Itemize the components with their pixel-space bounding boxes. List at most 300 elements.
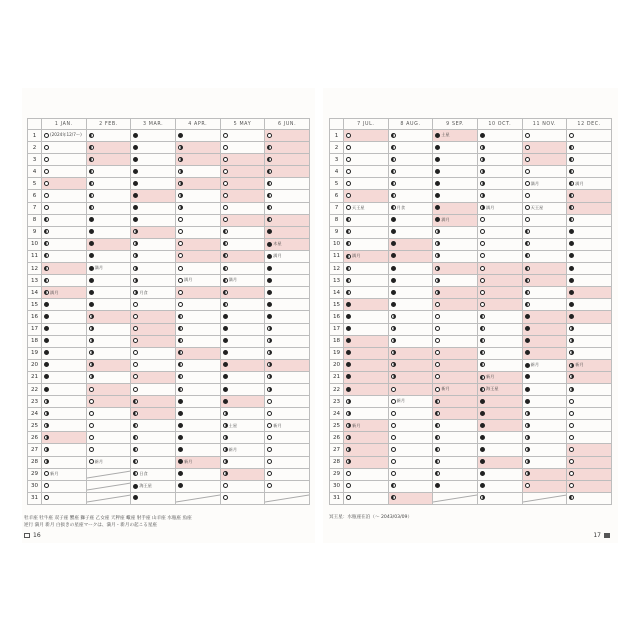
day-cell [388,214,433,226]
moon-phase-icon [89,362,94,367]
moon-phase-icon [525,169,530,174]
day-cell [388,275,433,287]
astro-note: 新月 [94,458,104,464]
month-header: 12 DEC. [567,119,612,130]
day-cell [42,371,87,383]
day-cell [175,142,220,154]
moon-phase-icon [133,193,138,198]
astro-note: 新月 [352,422,361,428]
day-number: 9 [330,226,344,238]
day-cell [131,178,176,190]
day-cell [175,178,220,190]
moon-phase-icon [89,411,94,416]
day-cell [388,432,433,444]
astro-note: 満月 [94,265,104,271]
day-cell [344,250,389,262]
day-cell [175,263,220,275]
day-cell [42,202,87,214]
day-row [330,154,612,166]
moon-phase-icon [267,242,272,247]
month-header: 11 NOV. [522,119,567,130]
day-cell [388,359,433,371]
day-cell [175,226,220,238]
astro-note: (2024年12/7〜) [50,132,82,138]
moon-phase-icon [525,326,530,331]
day-number: 4 [28,166,42,178]
moon-phase-icon [569,495,574,500]
month-header: 6 JUN. [265,119,310,130]
moon-phase-icon [525,302,530,307]
day-cell [344,166,389,178]
moon-phase-icon [44,423,49,428]
day-cell [220,142,265,154]
day-number: 8 [28,214,42,226]
day-cell [265,166,310,178]
day-cell [131,492,176,504]
day-row [28,311,310,323]
day-row [28,468,310,480]
day-row [330,408,612,420]
moon-phase-icon [89,399,94,404]
day-cell [433,359,478,371]
moon-phase-icon [435,181,440,186]
day-cell [344,275,389,287]
day-number: 1 [330,130,344,142]
moon-phase-icon [178,423,183,428]
day-cell [175,492,220,504]
day-row [28,202,310,214]
moon-phase-icon [435,459,440,464]
moon-phase-icon [133,241,138,246]
day-cell [433,238,478,250]
day-row [330,468,612,480]
moon-phase-icon [178,447,183,452]
moon-phase-icon [133,471,138,476]
moon-phase-icon [133,229,138,234]
moon-phase-icon [223,459,228,464]
moon-phase-icon [346,314,351,319]
day-row [28,178,310,190]
moon-phase-icon [435,217,440,222]
moon-phase-icon [178,241,183,246]
day-cell [433,263,478,275]
moon-phase-icon [133,314,138,319]
day-cell [522,408,567,420]
day-cell [522,178,567,190]
day-cell [131,432,176,444]
moon-phase-icon [525,229,530,234]
day-cell [220,166,265,178]
moon-phase-icon [391,181,396,186]
day-cell [567,263,612,275]
day-cell [567,250,612,262]
moon-phase-icon [435,326,440,331]
astro-note: 新月 [575,362,584,368]
day-cell [86,130,131,142]
moon-phase-icon [89,253,94,258]
moon-phase-icon [525,399,530,404]
day-cell [388,468,433,480]
day-cell [220,371,265,383]
moon-phase-icon [391,314,396,319]
day-cell [433,323,478,335]
moon-phase-icon [480,253,485,258]
day-cell [220,275,265,287]
moon-phase-icon [267,133,272,138]
day-cell [42,456,87,468]
day-cell [86,432,131,444]
day-number: 20 [330,359,344,371]
day-row [28,396,310,408]
moon-phase-icon [346,181,351,186]
day-cell [567,444,612,456]
day-cell [522,444,567,456]
moon-phase-icon [480,145,485,150]
day-number: 29 [330,468,344,480]
day-row [330,492,612,504]
day-cell [131,226,176,238]
moon-phase-icon [133,484,138,489]
moon-phase-icon [391,471,396,476]
day-cell [131,142,176,154]
day-cell [265,492,310,504]
moon-phase-icon [133,145,138,150]
day-number: 28 [330,456,344,468]
moon-phase-icon [267,459,272,464]
day-cell [344,287,389,299]
moon-phase-icon [346,302,351,307]
moon-phase-icon [178,157,183,162]
moon-phase-icon [346,278,351,283]
day-number: 14 [28,287,42,299]
moon-phase-icon [391,278,396,283]
moon-phase-icon [89,133,94,138]
day-cell [265,287,310,299]
day-cell [433,226,478,238]
day-cell [220,250,265,262]
day-cell [388,299,433,311]
moon-phase-icon [267,169,272,174]
day-cell [265,226,310,238]
moon-phase-icon [44,181,49,186]
day-cell [433,444,478,456]
moon-phase-icon [89,326,94,331]
moon-phase-icon [44,338,49,343]
moon-phase-icon [435,314,440,319]
moon-phase-icon [391,447,396,452]
moon-phase-icon [480,338,485,343]
moon-phase-icon [346,145,351,150]
day-cell [42,420,87,432]
day-cell [522,226,567,238]
moon-phase-icon [435,205,440,210]
day-cell [344,456,389,468]
astro-note: 海王星 [139,483,152,489]
moon-phase-icon [89,145,94,150]
moon-phase-icon [569,181,574,186]
astro-note: 新月 [50,470,59,476]
day-cell [220,456,265,468]
moon-phase-icon [525,435,530,440]
moon-phase-icon [267,290,272,295]
moon-phase-icon [391,241,396,246]
day-cell [86,299,131,311]
day-row [28,383,310,395]
day-cell [433,166,478,178]
day-cell [344,226,389,238]
day-number: 24 [330,408,344,420]
astro-note: 日食 [139,470,148,476]
moon-phase-icon [178,387,183,392]
moon-phase-icon [44,350,49,355]
day-row [28,432,310,444]
moon-phase-icon [44,387,49,392]
day-cell [220,359,265,371]
day-cell [265,323,310,335]
moon-phase-icon [480,302,485,307]
moon-phase-icon [480,350,485,355]
day-cell [86,444,131,456]
moon-phase-icon [223,253,228,258]
day-cell [433,142,478,154]
moon-phase-icon [346,205,351,210]
day-cell [131,480,176,492]
day-cell [220,299,265,311]
day-number: 29 [28,468,42,480]
day-cell [175,154,220,166]
day-cell [477,263,522,275]
day-cell [86,142,131,154]
moon-phase-icon [133,423,138,428]
day-cell [433,480,478,492]
astro-note: 満月 [485,204,495,210]
moon-phase-icon [569,157,574,162]
day-cell [567,142,612,154]
moon-phase-icon [133,181,138,186]
moon-phase-icon [346,217,351,222]
moon-phase-icon [267,157,272,162]
day-cell [477,178,522,190]
day-cell [42,275,87,287]
day-row [28,154,310,166]
month-header: 3 MAR. [131,119,176,130]
day-cell [344,130,389,142]
day-cell [220,190,265,202]
day-cell [522,275,567,287]
day-cell [220,214,265,226]
day-cell [433,396,478,408]
moon-phase-icon [569,483,574,488]
day-cell [265,420,310,432]
day-number: 2 [28,142,42,154]
day-cell [433,299,478,311]
day-cell [175,480,220,492]
moon-phase-icon [223,338,228,343]
moon-phase-icon [346,423,351,428]
astro-note: 満月 [228,277,238,283]
moon-phase-icon [525,193,530,198]
moon-phase-icon [178,459,183,464]
day-cell [477,202,522,214]
day-cell [388,492,433,504]
day-cell [522,480,567,492]
day-row [330,178,612,190]
day-cell [131,444,176,456]
moon-phase-icon [44,241,49,246]
day-row [330,130,612,142]
moon-phase-icon [267,314,272,319]
day-cell [477,371,522,383]
moon-phase-icon [178,278,183,283]
moon-phase-icon [89,338,94,343]
month-header: 9 SEP. [433,119,478,130]
moon-phase-icon [223,241,228,246]
day-cell [265,142,310,154]
day-cell [175,456,220,468]
day-cell [265,468,310,480]
day-cell [86,359,131,371]
day-row [330,335,612,347]
astro-note: 満月 [575,180,584,186]
moon-phase-icon [178,338,183,343]
moon-phase-icon [346,387,351,392]
moon-phase-icon [89,350,94,355]
moon-phase-icon [223,362,228,367]
moon-phase-icon [346,133,351,138]
astro-note: 新月 [183,458,193,464]
day-cell [567,383,612,395]
moon-phase-icon [223,447,228,452]
day-number: 18 [330,335,344,347]
moon-phase-icon [267,423,272,428]
day-cell [86,154,131,166]
day-cell [131,287,176,299]
day-number: 11 [330,250,344,262]
moon-phase-icon [44,483,49,488]
month-header: 2 FEB. [86,119,131,130]
moon-phase-icon [223,387,228,392]
moon-phase-icon [267,447,272,452]
moon-phase-icon [346,193,351,198]
day-cell [175,359,220,371]
day-cell [388,250,433,262]
month-header: 8 AUG. [388,119,433,130]
day-cell [265,371,310,383]
moon-phase-icon [435,435,440,440]
day-cell [86,347,131,359]
day-cell [567,287,612,299]
moon-phase-icon [480,181,485,186]
day-cell [433,287,478,299]
right-calendar-table [329,118,612,505]
moon-phase-icon [391,145,396,150]
moon-phase-icon [480,399,485,404]
day-cell [344,468,389,480]
moon-phase-icon [435,266,440,271]
moon-phase-icon [44,471,49,476]
day-cell [477,480,522,492]
day-number: 20 [28,359,42,371]
day-cell [265,178,310,190]
day-cell [344,408,389,420]
day-number: 10 [28,238,42,250]
day-cell [567,456,612,468]
day-cell [86,396,131,408]
day-cell [265,396,310,408]
day-row [28,492,310,504]
day-cell [567,396,612,408]
moon-phase-icon [346,447,351,452]
moon-phase-icon [391,411,396,416]
day-cell [477,299,522,311]
day-cell [477,408,522,420]
day-row [28,130,310,142]
day-cell [220,432,265,444]
day-cell [86,456,131,468]
moon-phase-icon [89,302,94,307]
moon-phase-icon [346,459,351,464]
day-cell [388,456,433,468]
moon-phase-icon [89,169,94,174]
day-cell [567,420,612,432]
moon-phase-icon [223,217,228,222]
moon-phase-icon [267,266,272,271]
day-row [28,347,310,359]
day-cell [344,263,389,275]
day-number: 31 [28,492,42,504]
moon-phase-icon [435,362,440,367]
day-row [28,190,310,202]
moon-phase-icon [435,471,440,476]
day-cell [86,492,131,504]
moon-phase-icon [133,157,138,162]
moon-phase-icon [44,217,49,222]
day-cell [220,130,265,142]
day-cell [131,250,176,262]
moon-phase-icon [178,145,183,150]
day-cell [433,335,478,347]
moon-phase-icon [569,314,574,319]
moon-phase-icon [525,447,530,452]
day-cell [567,275,612,287]
moon-phase-icon [480,169,485,174]
moon-phase-icon [525,423,530,428]
day-cell [265,214,310,226]
moon-phase-icon [391,169,396,174]
day-cell [131,468,176,480]
moon-phase-icon [133,205,138,210]
moon-phase-icon [223,229,228,234]
moon-phase-icon [346,169,351,174]
moon-phase-icon [391,133,396,138]
day-cell [344,480,389,492]
day-number: 3 [330,154,344,166]
day-cell [131,371,176,383]
moon-phase-icon [525,181,530,186]
day-header [28,119,42,130]
moon-phase-icon [223,423,228,428]
day-cell [86,202,131,214]
day-cell [175,444,220,456]
day-cell [433,214,478,226]
moon-phase-icon [391,326,396,331]
moon-phase-icon [223,495,228,500]
day-cell [175,287,220,299]
astro-note: 天王星 [530,204,544,210]
moon-phase-icon [267,411,272,416]
moon-phase-icon [178,411,183,416]
day-cell [433,311,478,323]
